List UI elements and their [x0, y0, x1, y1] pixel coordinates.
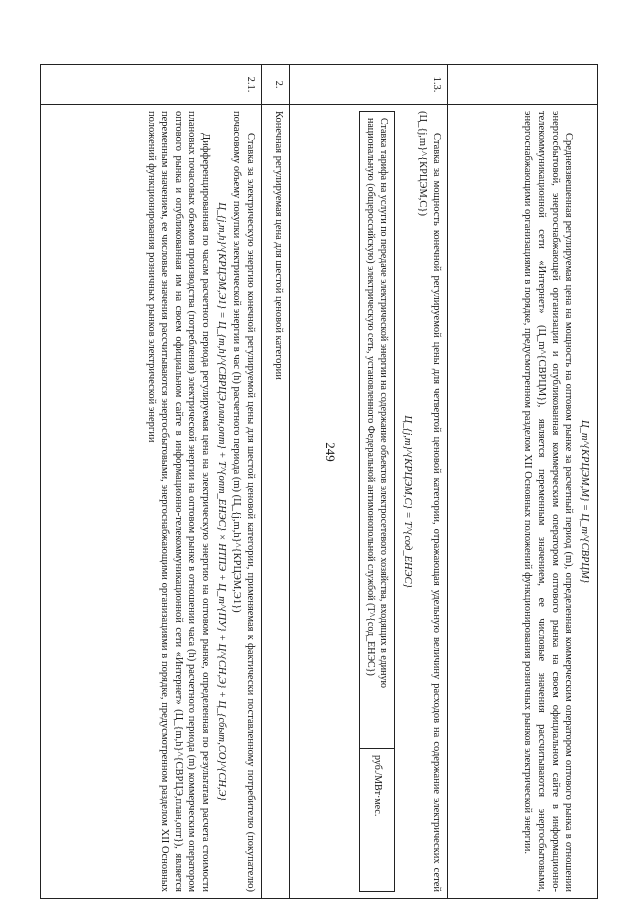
table-row — [360, 112, 395, 892]
row-number: 1.3. — [290, 65, 448, 105]
table-row — [448, 65, 598, 899]
content-cell — [41, 105, 262, 899]
row-number: 2. — [262, 65, 290, 105]
paragraph: Дифференцированная по часам расчетного периода регулируемая цена на электрическую энергию на оптовом рынке, определенная по результатам расчета стоимости плановых почасовых объемов производства (потребления) электрической энергии на оптовом рынке в отношении часа (h) расчетного периода (m) коммерческим оператором оптового рынка и опубликованная им на своем официальном сайте в информационно-телекоммуникационной сети «Интернет» (Ц_{m,h}^{СВРЦЭ,план,опт}), является переменным значением, ее числовые значения рассчитываются энергосбытовыми, энергоснабжающими организациями в порядке, предусмотренном разделом XII Основных положений функционирования розничных рынков электрической энергии — [145, 111, 212, 892]
price-table — [40, 64, 598, 899]
tariff-unit: руб./МВт·мес. — [360, 749, 395, 892]
formula: Ц_{j,m,h}^{КРЦЭМ,Э1} = Ц_{m,h}^{СВРЦЭ,план,опт} + T^{опт_ЕНЭС} × НТПЭ + Ц_m^{ПУ} + Ц^{СН,Э} + Ц_{сбыт,СО}^{СН,Э} — [215, 202, 227, 801]
paragraph: Ставка за электрическую энергию конечной регулируемой цены для шестой ценовой категории, применяемая к фактически поставленному потребителю (покупателю) почасовому объему покупки электрической энергии в час (h) расчетного периода (m) (Ц_{j,m,h}^{КРЦЭМ,Э1}) — [231, 111, 256, 892]
paragraph: Средневзвешенная регулируемая цена на мощность на оптовом рынке за расчетный период (m), определенная коммерческим оператором оптового рынка в отношении энергосбытовой, энергоснабжающей организации и опубликованная коммерческим оператором оптового рынка на своем официальном сайте в информационно-телекоммуникационной сети «Интернет» (Ц_m^{СВРЦМ}), является переменным значением, ее числовые значения рассчитываются энергосбытовыми, энергоснабжающими организациями в порядке, предусмотренном разделом XII Основных положений функционирования розничных рынков электрической энергии. — [522, 111, 575, 892]
content-cell — [448, 105, 598, 899]
table-row — [41, 65, 262, 899]
tariff-table — [359, 111, 395, 892]
paragraph: Ставка за мощность конечной регулируемой цены для четвертой ценовой категории, отражающая удельную величину расходов на содержание электрических сетей (Ц_{j,m}^{КРЦЭМ,С}) — [417, 111, 442, 892]
table-row — [290, 65, 448, 899]
page-number-text: 249 — [323, 442, 338, 462]
formula: Ц_{j,m}^{КРЦЭМ,С} = T^{сод_ЕНЭС} — [401, 415, 413, 588]
content-cell — [290, 105, 448, 899]
row-number: 2.1. — [41, 65, 262, 105]
formula: Ц_m^{КРЦЭМ,М} = Ц_m^{СВРЦМ} — [579, 420, 590, 583]
row-number-cell — [448, 65, 598, 105]
table-row — [262, 65, 290, 899]
tariff-description: Ставка тарифа на услуги по передаче электрической энергии на содержание объектов электросетевого хозяйства, входящих в единую национальную (общероссийскую) электрическую сеть, установленного Федеральной антимонопольной службой (T^{сод_ЕНЭС}) — [360, 112, 395, 749]
rotated-sheet — [40, 64, 598, 899]
section-heading: Конечная регулируемая цена для шестой ценовой категории — [262, 105, 290, 899]
